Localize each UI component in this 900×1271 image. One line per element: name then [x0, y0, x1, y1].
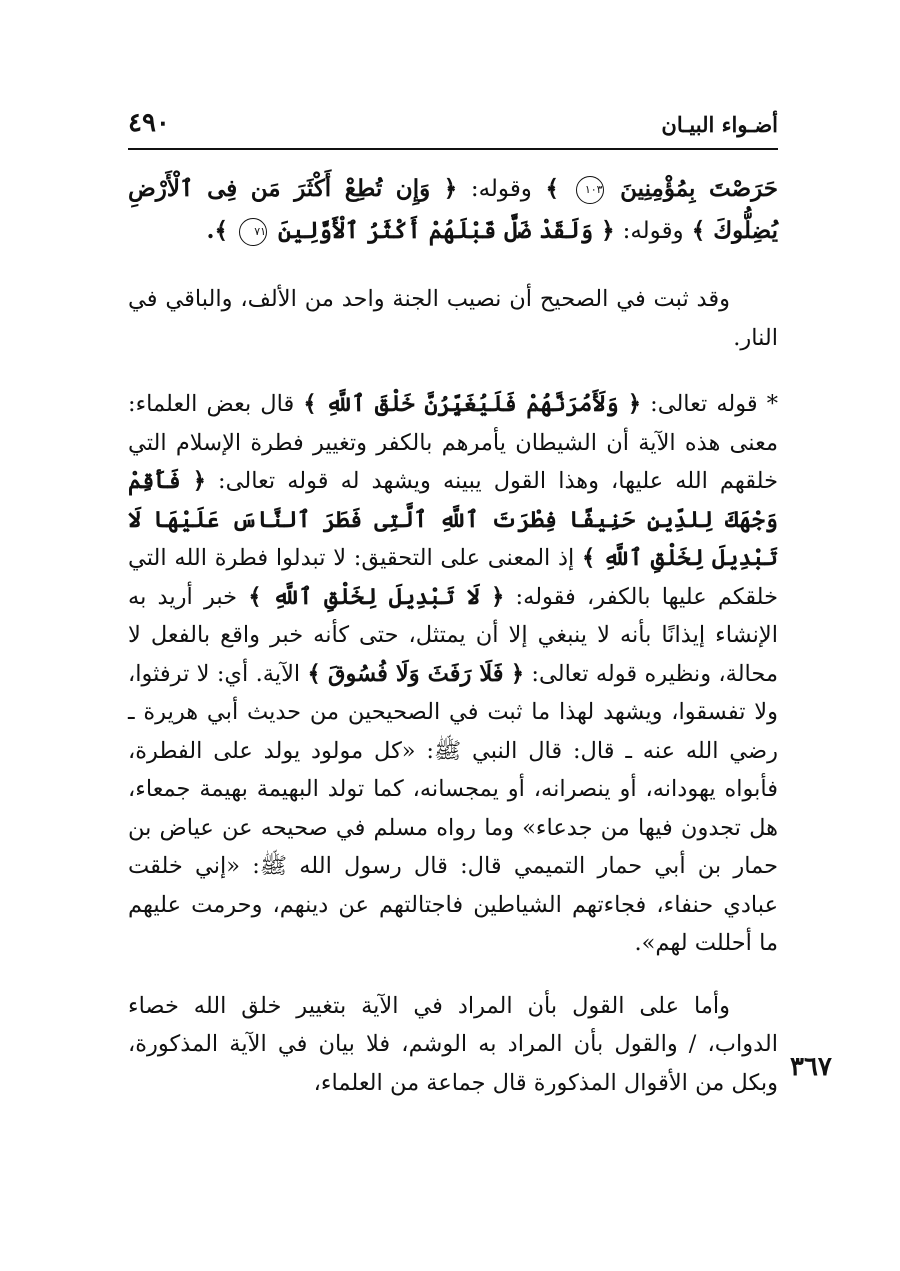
- ornate-bracket-open: ﴿: [510, 660, 525, 687]
- running-title: أضـواء البيـان: [661, 112, 778, 137]
- page-header: [128, 96, 778, 150]
- paragraph-text: قوله تعالى:: [650, 391, 758, 417]
- quran-verse: لَا تَبْدِيلَ لِخَلْقِ ٱللَّهِ: [272, 583, 480, 610]
- quran-verse: حَرَصْتَ بِمُؤْمِنِينَ: [620, 175, 779, 202]
- margin-page-reference: ٣٦٧: [790, 1052, 832, 1082]
- quran-verse: وَإِن تُطِعْ أَكْثَرَ مَن فِى ٱلْأَرْضِ يُضِلُّوكَ: [128, 175, 778, 244]
- book-page: [128, 96, 778, 1102]
- ornate-bracket-open: ﴿: [443, 175, 458, 202]
- connector-text: وقوله:: [622, 218, 684, 244]
- paragraph-text: خبر أريد به الإنشاء إيذانًا بأنه لا ينبغي إلا أن يمتثل، حتى كأنه خبر واقع بالفعل لا محالة، ونظيره قوله تعالى:: [128, 583, 778, 687]
- ayah-number-icon: ٧١: [239, 218, 267, 246]
- ayah-number-icon: ١٠٣: [576, 176, 604, 204]
- paragraph: [128, 385, 778, 963]
- page-number: ٤٩٠: [128, 108, 170, 138]
- ornate-bracket-open: ﴿: [627, 391, 641, 417]
- connector-text: وقوله:: [470, 176, 532, 202]
- ornate-bracket-close: ﴾: [545, 175, 559, 202]
- verses-block: حَرَصْتَ بِمُؤْمِنِينَ ١٠٣ ﴾ وقوله: ﴿ وَإِن تُطِعْ أَكْثَرَ مَن فِى ٱلْأَرْضِ يُضِلُّوكَ ﴾ وقوله: ﴿ وَلَقَدْ ضَلَّ قَبْلَهُمْ أَكْثَرُ ٱلْأَوَّلِينَ ٧١ ﴾.: [128, 175, 779, 244]
- paragraph-text: وأما على القول بأن المراد في الآية بتغيير خلق الله خصاء الدواب، / والقول بأن المراد به الوشم، فلا بيان في الآية المذكورة، وبكل من الأقوال المذكورة قال جماعة من العلماء،: [128, 992, 778, 1096]
- paragraph-text: وقد ثبت في الصحيح أن نصيب الجنة واحد من الألف، والباقي في النار.: [128, 286, 778, 351]
- quran-verse: فَلَا رَفَثَ وَلَا فُسُوقَ: [328, 660, 504, 687]
- ornate-bracket-close: ﴾: [691, 217, 706, 244]
- ornate-bracket-close: ﴾: [582, 545, 596, 571]
- paragraph: [128, 280, 778, 357]
- paragraph: [128, 987, 778, 1103]
- paragraph-text: الآية. أي: لا ترفثوا، ولا تفسقوا، ويشهد لهذا ما ثبت في الصحيحين من حديث أبي هريرة ـ رضي الله عنه ـ قال: قال النبي ﷺ: «كل مولود يولد على الفطرة، فأبواه يهودانه، أو ينصرانه، أو يمجسانه، كما تولد البهيمة بهيمة جمعاء، هل تجدون فيها من جدعاء» وما رواه مسلم في صحيحه عن عياض بن حمار بن أبي حمار التميمي قال: قال رسول الله ﷺ: «إني خلقت عبادي حنفاء، فجاءتهم الشياطين فاجتالتهم عن دينهم، وحرمت عليهم ما أحللت لهم».: [128, 660, 778, 956]
- quran-verse: وَلَقَدْ ضَلَّ قَبْلَهُمْ أَكْثَرُ ٱلْأَوَّلِينَ: [278, 217, 594, 244]
- ornate-bracket-open: ﴿: [601, 217, 615, 244]
- section-star-icon: *: [766, 391, 779, 417]
- ornate-bracket-open: ﴿: [192, 468, 206, 494]
- paragraph-text: قال بعض العلماء: معنى هذه الآية أن الشيطان يأمرهم بالكفر وتغيير فطرة الإسلام التي خلقهم الله عليها، وهذا القول يبينه ويشهد له قوله تعالى:: [128, 391, 778, 494]
- ornate-bracket-close: ﴾: [214, 217, 228, 244]
- ornate-bracket-close: ﴾: [303, 391, 317, 417]
- quran-verse: وَلَأَمُرَنَّهُمْ فَلَيُغَيِّرُنَّ خَلْقَ ٱللَّهِ: [325, 391, 619, 417]
- ornate-bracket-open: ﴿: [491, 583, 505, 610]
- ornate-bracket-close: ﴾: [248, 583, 262, 610]
- quran-verse: فَأَقِمْ وَجْهَكَ لِلدِّينِ حَنِيفًا فِطْرَتَ ٱللَّهِ ٱلَّتِى فَطَرَ ٱلنَّاسَ عَلَيْهَا لَا تَبْدِيلَ لِخَلْقِ ٱللَّهِ: [128, 468, 778, 571]
- paragraph-text: إذ المعنى على التحقيق: لا تبدلوا فطرة الله التي خلقكم عليها بالكفر، فقوله:: [128, 545, 778, 610]
- page-body: [128, 168, 778, 1102]
- ornate-bracket-close: ﴾: [307, 660, 321, 687]
